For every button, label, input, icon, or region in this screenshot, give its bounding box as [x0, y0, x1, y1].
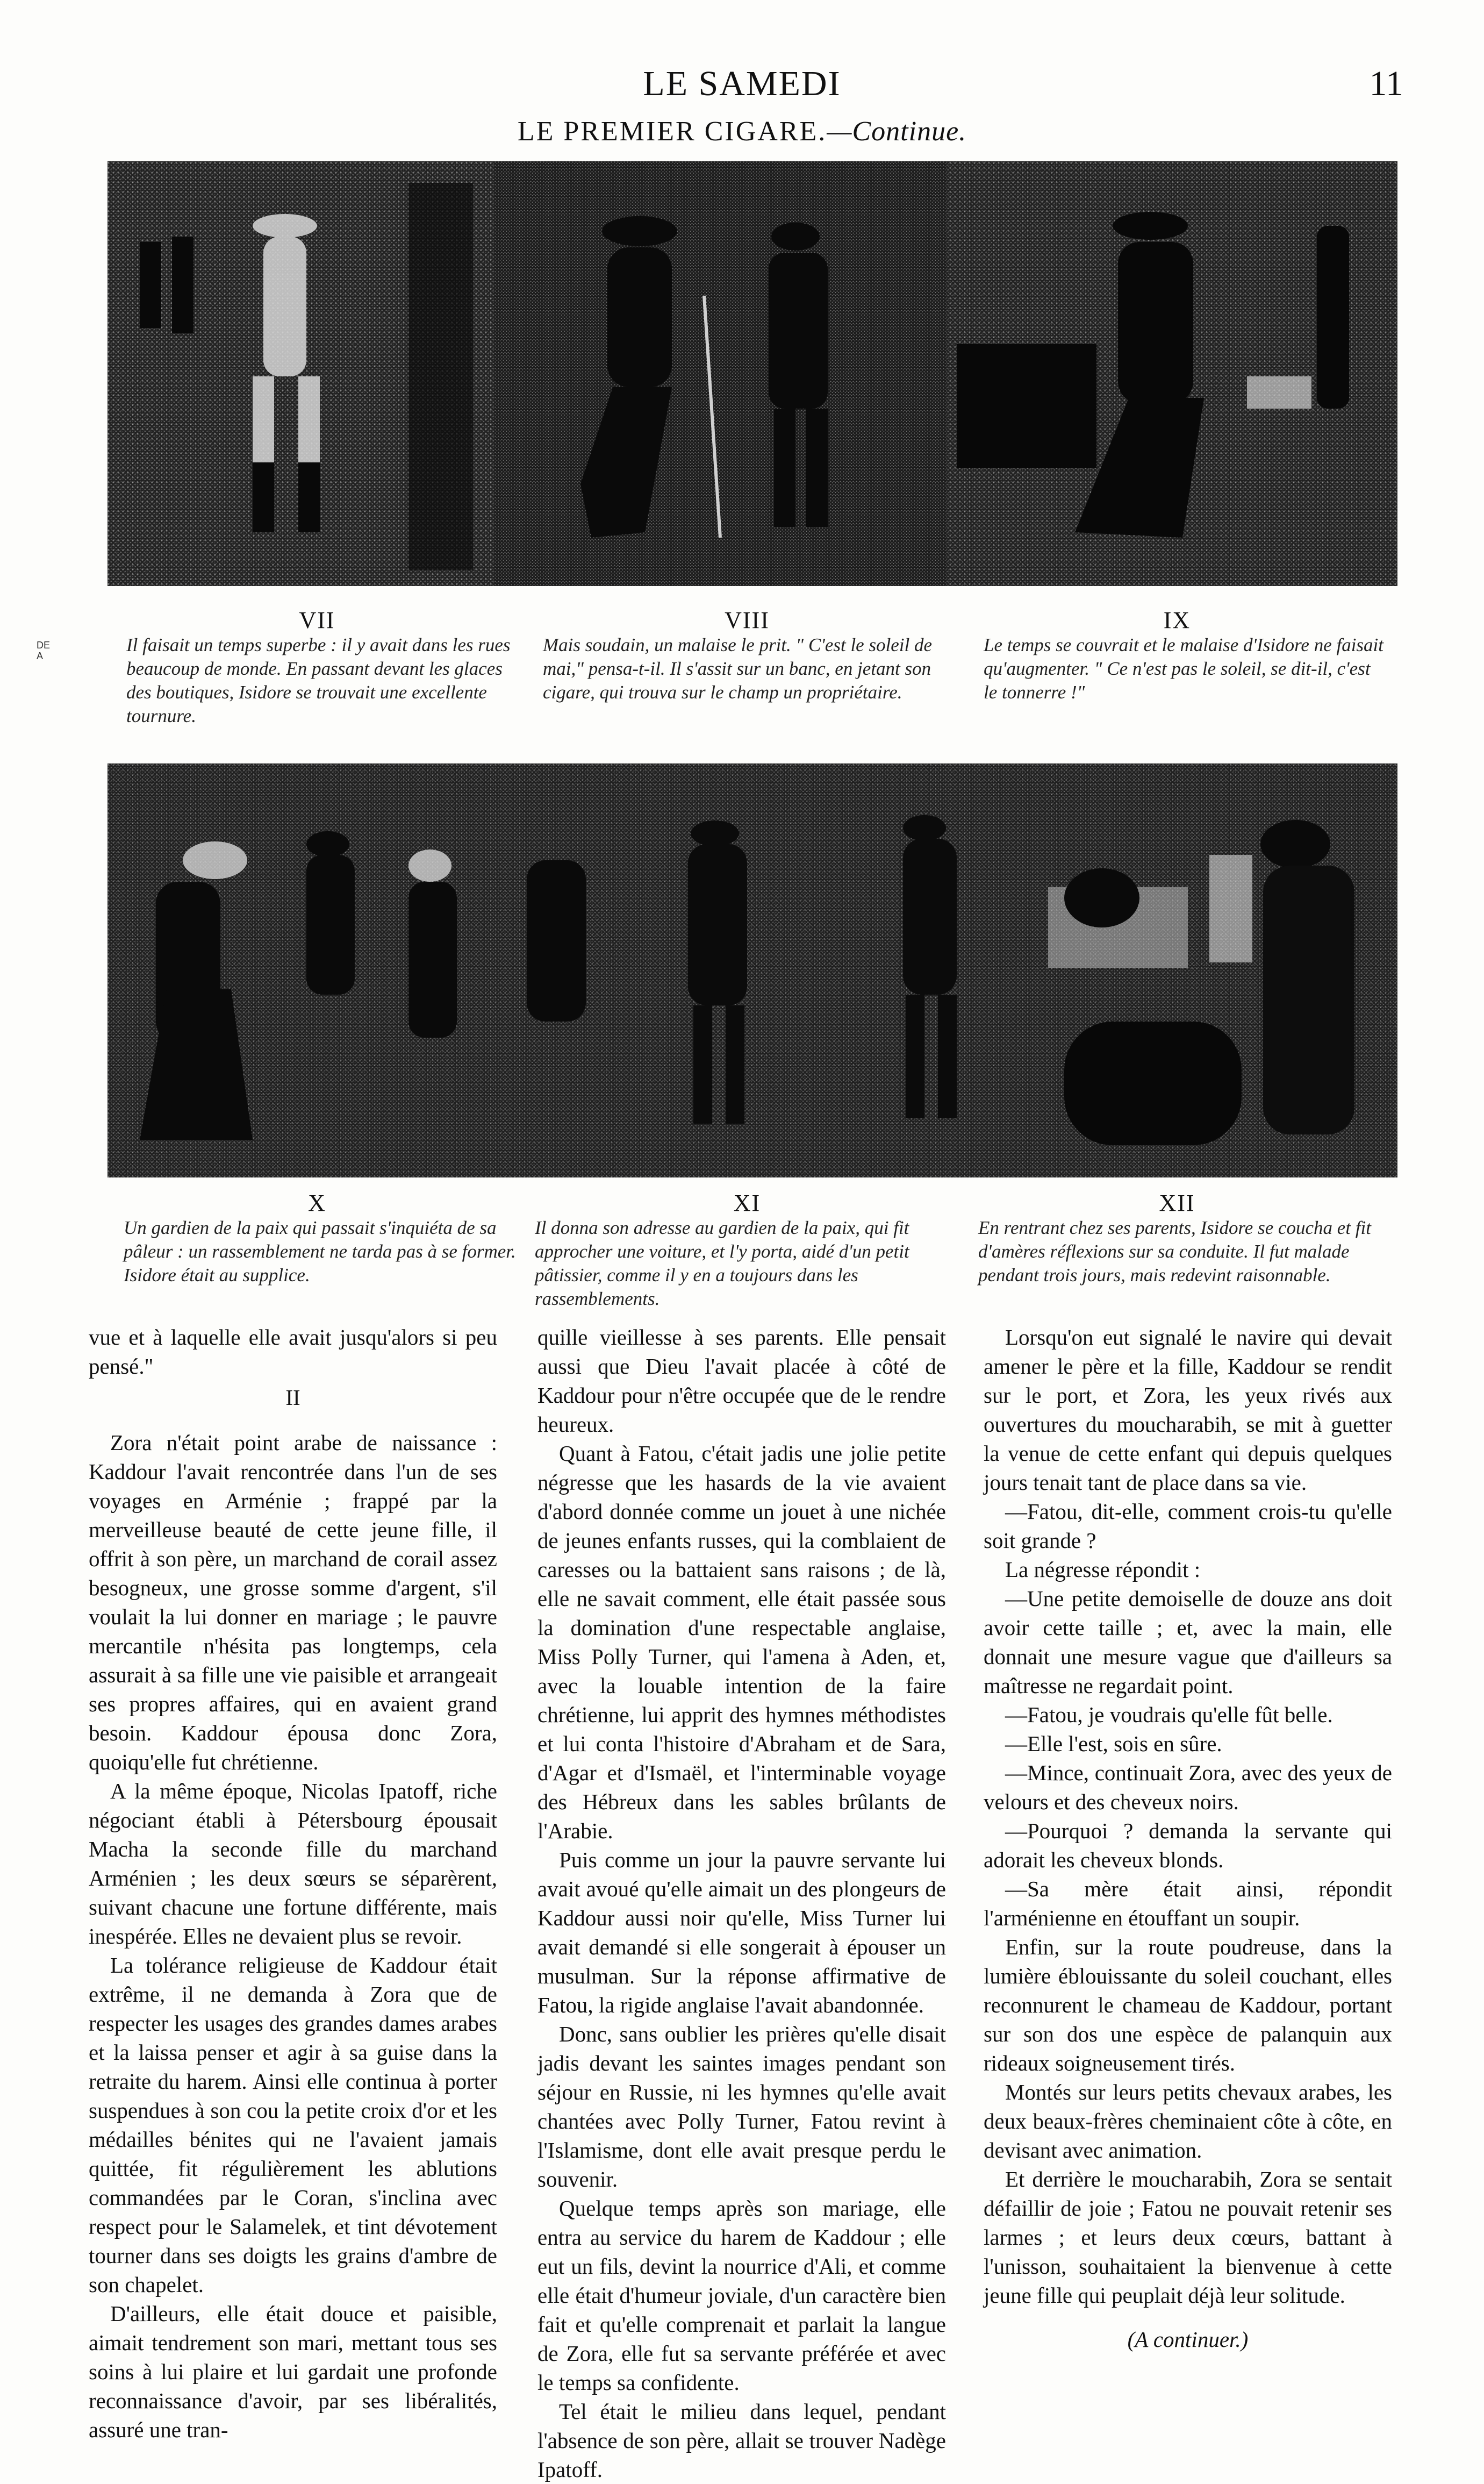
panel-vii-number: VII [299, 607, 335, 633]
story-paragraph: Tel était le milieu dans lequel, pendant l'absence de son père, allait se trouver Nadège Ipatoff. [537, 2399, 946, 2482]
margin-stamp: DEA [37, 640, 51, 661]
illustration-top-strip [107, 161, 1397, 586]
story-column-3 [984, 1323, 1392, 2354]
story-paragraph: Enfin, sur la route poudreuse, dans la lumière éblouissante du soleil couchant, elles reconnurent le chameau de Kaddour, portant sur son dos une espèce de palanquin aux rideaux soigneusement tirés. [984, 1935, 1392, 2075]
panel-x-caption: Un gardien de la paix qui passait s'inquiéta de sa pâleur : un rassemblement ne tarda pas à se former. Isidore était au supplice. [124, 1217, 516, 1286]
to-be-continued: (A continuer.) [1127, 2327, 1249, 2352]
story-paragraph: Montés sur leurs petits chevaux arabes, les deux beaux-frères cheminaient côte à côte, en devisant avec animation. [984, 2080, 1392, 2162]
panel-xi-caption: Il donna son adresse au gardien de la paix, qui fit approcher une voiture, et l'y porta, aidé d'un petit pâtissier, comme il y en a toujours dans les rassemblements. [535, 1217, 909, 1309]
story-paragraph: Quelque temps après son mariage, elle entra au service du harem de Kaddour ; elle eut un fils, devint la nourrice d'Ali, et comme elle était d'humeur joviale, d'un caractère bien fait et qu'elle comprenait et parlait la langue de Zora, elle fut sa servante préférée et avec le temps sa confidente. [537, 2196, 946, 2395]
dialogue-line: —Fatou, je voudrais qu'elle fût belle. [1005, 1702, 1333, 1727]
story-paragraph: A la même époque, Nicolas Ipatoff, riche négociant établi à Pétersbourg épousait Macha la seconde fille du marchand Arménien ; les deux sœurs se séparèrent, suivant chacune une fortune différente, mais inespérée. Elles ne devaient plus se revoir. [89, 1779, 497, 1948]
dialogue-line: —Une petite demoiselle de douze ans doit avoir cette taille ; et, avec la main, elle donnait une mesure vague que d'ailleurs sa maîtresse ne regardait point. [984, 1586, 1392, 1698]
chapter-heading: II [285, 1385, 300, 1410]
story-title [0, 116, 1484, 147]
story-column-2 [537, 1323, 946, 2484]
page-number: 11 [1369, 64, 1403, 103]
story-title-suffix: —Continue. [827, 116, 967, 147]
story-paragraph: Et derrière le moucharabih, Zora se sentait défaillir de joie ; Fatou ne pouvait retenir ses larmes ; et leurs deux cœurs, battant à l'unisson, souhaitaient la bienvenue à cette jeune fille qui peuplait déjà leur solitude. [984, 2167, 1392, 2308]
panel-ix-number: IX [1163, 607, 1191, 633]
panel-viii-caption: Mais soudain, un malaise le prit. " C'est le soleil de mai," pensa-t-il. Il s'assit sur un banc, en jetant son cigare, qui trouva sur le champ un propriétaire. [543, 634, 933, 703]
story-paragraph: D'ailleurs, elle était douce et paisible, aimait tendrement son mari, mettant tous ses soins à lui plaire et lui gardait une profonde reconnaissance d'avoir, par ses libéralités, assuré une tran- [89, 2301, 497, 2442]
story-paragraph: Lorsqu'on eut signalé le navire qui devait amener le père et la fille, Kaddour se rendit sur le port, et Zora, les yeux rivés aux ouvertures du moucharabih, se mit à guetter la venue de cette enfant qui depuis quelques jours tenait tant de place dans sa vie. [984, 1325, 1392, 1495]
story-paragraph: Donc, sans oublier les prières qu'elle disait jadis devant les saintes images pendant son séjour en Russie, ni les hymnes qu'elle avait chantées avec Polly Turner, Fatou revint à l'Islamisme, dont elle avait presque perdu le souvenir. [537, 2022, 946, 2192]
illustration-bottom-strip [107, 763, 1397, 1177]
panel-vii-caption: Il faisait un temps superbe : il y avait dans les rues beaucoup de monde. En passant devant les glaces des boutiques, Isidore se trouvait une excellente tournure. [126, 634, 511, 726]
story-paragraph: quille vieillesse à ses parents. Elle pensait aussi que Dieu l'avait placée à côté de Kaddour pour n'être occupée que de le rendre heureux. [537, 1325, 946, 1437]
panel-xi-number: XI [733, 1190, 761, 1216]
story-title-main: LE PREMIER CIGARE. [517, 116, 827, 147]
story-paragraph: Zora n'était point arabe de naissance : Kaddour l'avait rencontrée dans l'un de ses voyages en Arménie ; frappé par la merveilleuse beauté de cette jeune fille, il offrit à son père, un marchand de corail assez besogneux, une grosse somme d'argent, s'il voulait la lui donner en mariage ; le pauvre mercantile n'hésita pas longtemps, cela assurait à sa fille une vie paisible et arrangeait ses propres affaires, qui en avaient grand besoin. Kaddour épousa donc Zora, quoiqu'elle fut chrétienne. [89, 1430, 497, 1774]
dialogue-line: La négresse répondit : [1005, 1557, 1201, 1582]
panel-ix-caption: Le temps se couvrait et le malaise d'Isidore ne faisait qu'augmenter. " Ce n'est pas le soleil, se dit-il, c'est le tonnerre !" [984, 634, 1383, 703]
story-paragraph: Puis comme un jour la pauvre servante lui avait avoué qu'elle aimait un des plongeurs de Kaddour aussi noir qu'elle, Miss Turner lui avait demandé si elle songerait à épouser un musulman. Sur la réponse affirmative de Fatou, la rigide anglaise l'avait abandonnée. [537, 1847, 946, 2017]
panel-xii-caption: En rentrant chez ses parents, Isidore se coucha et fit d'amères réflexions sur sa conduite. Il fut malade pendant trois jours, mais redevint raisonnable. [978, 1217, 1371, 1286]
dialogue-line: —Pourquoi ? demanda la servante qui adorait les cheveux blonds. [984, 1818, 1392, 1872]
dialogue-line: —Sa mère était ainsi, répondit l'arménienne en étouffant un soupir. [984, 1876, 1392, 1930]
story-paragraph: La tolérance religieuse de Kaddour était extrême, il ne demanda à Zora que de respecter les usages des grandes dames arabes et la laissa penser et agir à sa guise dans la retraite du harem. Ainsi elle continua à porter suspendues à son cou la petite croix d'or et les médailles bénites qui ne l'avaient jamais quittée, fit régulièrement les ablutions commandées par le Coran, s'inclina avec respect pour le Salamelek, et tint dévotement tourner dans ses doigts les grains d'ambre de son chapelet. [89, 1953, 497, 2297]
dialogue-line: —Mince, continuait Zora, avec des yeux de velours et des cheveux noirs. [984, 1760, 1392, 1814]
panel-x-number: X [308, 1190, 326, 1216]
illustration-bottom-drawing [107, 763, 1397, 1177]
dialogue-line: —Elle l'est, sois en sûre. [1005, 1731, 1222, 1756]
story-column-1 [89, 1323, 497, 2444]
story-paragraph: Quant à Fatou, c'était jadis une jolie petite négresse que les hasards de la vie avaient d'abord donnée comme un jouet à une nichée de jeunes enfants russes, qui la comblaient de caresses ou la battaient sans raisons ; de là, elle ne savait comment, elle était passée sous la domination d'une respectable anglaise, Miss Polly Turner, qui l'amena à Aden, et, avec la louable intention de la faire chrétienne, lui apprit des hymnes méthodistes et lui conta l'histoire d'Abraham et de Sara, d'Agar et d'Ismaël, et l'interminable voyage des Hébreux dans les sables brûlants de l'Arabie. [537, 1441, 946, 1843]
panel-xii-number: XII [1159, 1190, 1195, 1216]
illustration-top-drawing [107, 161, 1397, 586]
dialogue-line: —Fatou, dit-elle, comment crois-tu qu'elle soit grande ? [984, 1499, 1392, 1553]
panel-viii-number: VIII [725, 607, 770, 633]
masthead-title: LE SAMEDI [643, 64, 841, 103]
story-paragraph: vue et à laquelle elle avait jusqu'alors si peu pensé." [89, 1325, 497, 1379]
